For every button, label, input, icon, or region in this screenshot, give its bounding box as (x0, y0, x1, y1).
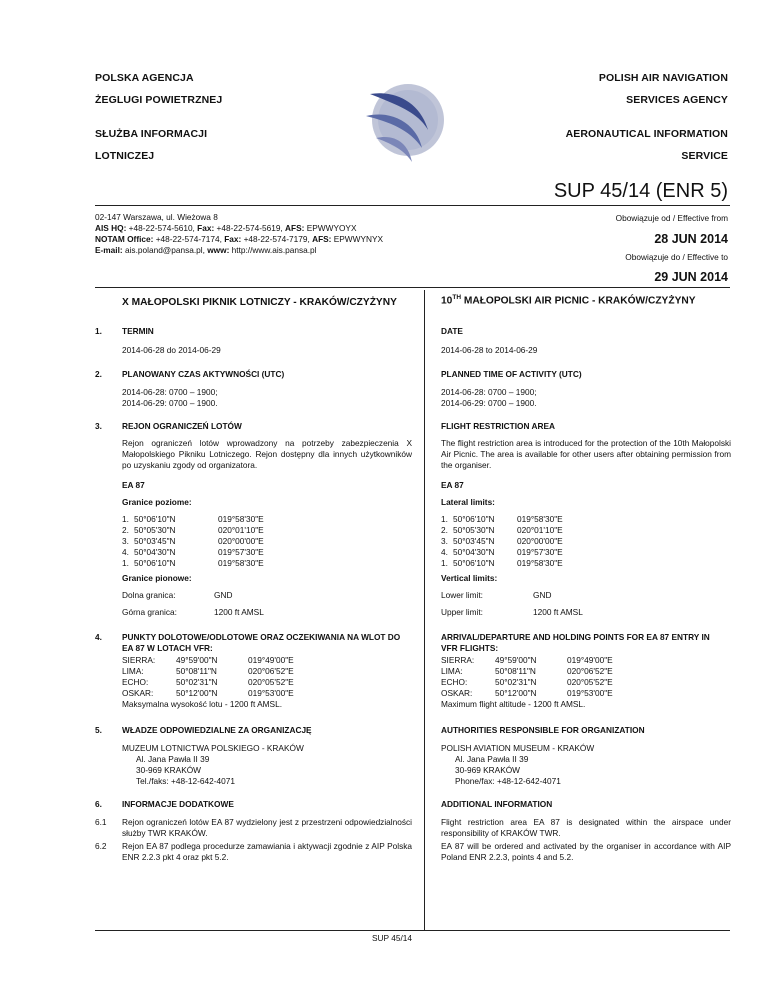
effective-from-date: 28 JUN 2014 (654, 232, 728, 246)
point-row: SIERRA: 49°59'00"N 019°49'00"E (441, 655, 613, 665)
section-number: 5. (95, 725, 102, 735)
section-2-en-heading: PLANNED TIME OF ACTIVITY (UTC) (441, 369, 582, 379)
footer-divider (95, 930, 730, 931)
coords-list-en (441, 514, 597, 569)
contact-block (95, 212, 455, 256)
title-en: 10TH MAŁOPOLSKI AIR PICNIC - KRAKÓW/CZYŻYNY (441, 294, 696, 307)
divider (95, 205, 730, 206)
point-row: OSKAR: 50°12'00"N 019°53'00"E (122, 688, 294, 698)
coord-row: 1. 50°06'10"N 019°58'30"E (122, 558, 264, 568)
section-number: 4. (95, 632, 102, 642)
section-4-pl-heading: PUNKTY DOLOTOWE/ODLOTOWE ORAZ OCZEKIWANIA NA WLOT DO EA 87 W LOTACH VFR: (122, 632, 401, 653)
header-left-org-1: POLSKA AGENCJA (95, 72, 194, 84)
upper-limit-pl: Górna granica: 1200 ft AMSL (122, 607, 264, 617)
section-3-pl-text: Rejon ograniczeń lotów wprowadzony na potrzeby zabezpieczenia X Małopolskiego Pikniku Lotniczego. Rejon dostępny dla innych użytkowników po uzyskaniu zgody od organizatora. (122, 438, 412, 470)
pansa-logo-icon (350, 72, 450, 172)
section-6-2-pl-text: Rejon EA 87 podlega procedurze zamawiania i aktywacji zgodnie z AIP Polska ENR 2.2.3 pkt 4 oraz pkt 5.2. (122, 841, 412, 862)
divider (95, 287, 730, 288)
section-5-en-heading: AUTHORITIES RESPONSIBLE FOR ORGANIZATION (441, 725, 645, 735)
email-line: E-mail: ais.poland@pansa.pl, www: http://www.ais.pansa.pl (95, 245, 317, 255)
subsection-number: 6.1 (95, 817, 107, 827)
coord-row: 2. 50°05'30"N 020°01'10"E (122, 525, 264, 535)
lower-limit-en: Lower limit: GND (441, 590, 552, 600)
effective-to-label: Obowiązuje do / Effective to (625, 252, 728, 262)
section-number: 1. (95, 326, 102, 336)
points-list-en (441, 655, 647, 710)
point-row: ECHO: 50°02'31"N 020°05'52"E (122, 677, 294, 687)
point-row: SIERRA: 49°59'00"N 019°49'00"E (122, 655, 294, 665)
coord-row: 4. 50°04'30"N 019°57'30"E (122, 547, 264, 557)
section-1-en-heading: DATE (441, 326, 463, 336)
header-right-svc-1: AERONAUTICAL INFORMATION (565, 128, 728, 140)
subsection-number: 6.2 (95, 841, 107, 851)
section-6-1-pl-text: Rejon ograniczeń lotów EA 87 wydzielony jest z przestrzeni odpowiedzialności służby TWR KRAKÓW. (122, 817, 412, 838)
sup-title: SUP 45/14 (ENR 5) (553, 180, 728, 202)
effective-from-label: Obowiązuje od / Effective from (615, 213, 728, 223)
section-number: 3. (95, 421, 102, 431)
lateral-limits-en: Lateral limits: (441, 497, 495, 507)
lateral-limits-pl: Granice poziome: (122, 497, 192, 507)
coord-row: 1. 50°06'10"N 019°58'30"E (441, 514, 563, 524)
section-number: 2. (95, 369, 102, 379)
vertical-limits-pl: Granice pionowe: (122, 573, 192, 583)
column-divider (424, 290, 425, 930)
section-2-en-text: 2014-06-28: 0700 – 1900; 2014-06-29: 0700 – 1900. (441, 387, 537, 408)
authority-address-pl: MUZEUM LOTNICTWA POLSKIEGO - KRAKÓW Al. Jana Pawła II 39 30-969 KRAKÓW Tel./faks: +48-12-642-4071 (122, 743, 304, 786)
point-row: ECHO: 50°02'31"N 020°05'52"E (441, 677, 613, 687)
point-row: LIMA: 50°08'11"N 020°06'52"E (122, 666, 294, 676)
coord-row: 1. 50°06'10"N 019°58'30"E (441, 558, 563, 568)
notam-line: NOTAM Office: +48-22-574-7174, Fax: +48-22-574-7179, AFS: EPWWYNYX (95, 234, 384, 244)
max-altitude-pl: Maksymalna wysokość lotu - 1200 ft AMSL. (122, 699, 283, 709)
section-1-pl-heading: TERMIN (122, 326, 154, 336)
upper-limit-en: Upper limit: 1200 ft AMSL (441, 607, 583, 617)
coord-row: 3. 50°03'45"N 020°00'00"E (441, 536, 563, 546)
section-6-en-heading: ADDITIONAL INFORMATION (441, 799, 553, 809)
point-row: LIMA: 50°08'11"N 020°06'52"E (441, 666, 613, 676)
section-6-pl-heading: INFORMACJE DODATKOWE (122, 799, 234, 809)
header-left-svc-1: SŁUŻBA INFORMACJI (95, 128, 208, 140)
section-5-pl-heading: WŁADZE ODPOWIEDZIALNE ZA ORGANIZACJĘ (122, 725, 312, 735)
header-right-org-2: SERVICES AGENCY (626, 94, 728, 106)
section-1-pl-text: 2014-06-28 do 2014-06-29 (122, 345, 221, 355)
section-2-pl-text: 2014-06-28: 0700 – 1900; 2014-06-29: 0700 – 1900. (122, 387, 218, 408)
coord-row: 1. 50°06'10"N 019°58'30"E (122, 514, 264, 524)
address: 02-147 Warszawa, ul. Wieżowa 8 (95, 212, 218, 222)
section-3-pl-heading: REJON OGRANICZEŃ LOTÓW (122, 421, 242, 431)
section-2-pl-heading: PLANOWANY CZAS AKTYWNOŚCI (UTC) (122, 369, 285, 379)
section-6-2-en-text: EA 87 will be ordered and activated by the organiser in accordance with AIP Poland ENR 2.2.3, points 4 and 5.2. (441, 841, 731, 862)
section-4-en-heading: ARRIVAL/DEPARTURE AND HOLDING POINTS FOR EA 87 ENTRY IN VFR FLIGHTS: (441, 632, 710, 653)
vertical-limits-en: Vertical limits: (441, 573, 498, 583)
section-1-en-text: 2014-06-28 to 2014-06-29 (441, 345, 538, 355)
effective-to-date: 29 JUN 2014 (654, 270, 728, 284)
ais-hq-line: AIS HQ: +48-22-574-5610, Fax: +48-22-574-5619, AFS: EPWWYOYX (95, 223, 357, 233)
section-number: 6. (95, 799, 102, 809)
lower-limit-pl: Dolna granica: GND (122, 590, 233, 600)
section-3-en-heading: FLIGHT RESTRICTION AREA (441, 421, 556, 431)
coords-list-pl (122, 514, 298, 569)
title-pl: X MAŁOPOLSKI PIKNIK LOTNICZY - KRAKÓW/CZYŻYNY (122, 297, 397, 308)
points-list-pl (122, 655, 328, 710)
section-6-1-en-text: Flight restriction area EA 87 is designated within the airspace under responsibility of KRAKÓW TWR. (441, 817, 731, 838)
header-right-org-1: POLISH AIR NAVIGATION (598, 72, 728, 84)
header-left-org-2: ŻEGLUGI POWIETRZNEJ (95, 94, 223, 106)
footer-page-id: SUP 45/14 (372, 933, 412, 943)
header-left-svc-2: LOTNICZEJ (95, 150, 155, 162)
section-3-en-text: The flight restriction area is introduced for the protection of the 10th Małopolski Air Picnic. The area is available for other users after obtaining permission from the organiser. (441, 438, 731, 470)
coord-row: 2. 50°05'30"N 020°01'10"E (441, 525, 563, 535)
header-right-svc-2: SERVICE (681, 150, 728, 162)
coord-row: 4. 50°04'30"N 019°57'30"E (441, 547, 563, 557)
max-altitude-en: Maximum flight altitude - 1200 ft AMSL. (441, 699, 586, 709)
area-name-pl: EA 87 (122, 480, 145, 490)
authority-address-en: POLISH AVIATION MUSEUM - KRAKÓW Al. Jana Pawła II 39 30-969 KRAKÓW Phone/fax: +48-12-642-4071 (441, 743, 595, 786)
coord-row: 3. 50°03'45"N 020°00'00"E (122, 536, 264, 546)
point-row: OSKAR: 50°12'00"N 019°53'00"E (441, 688, 613, 698)
area-name-en: EA 87 (441, 480, 464, 490)
